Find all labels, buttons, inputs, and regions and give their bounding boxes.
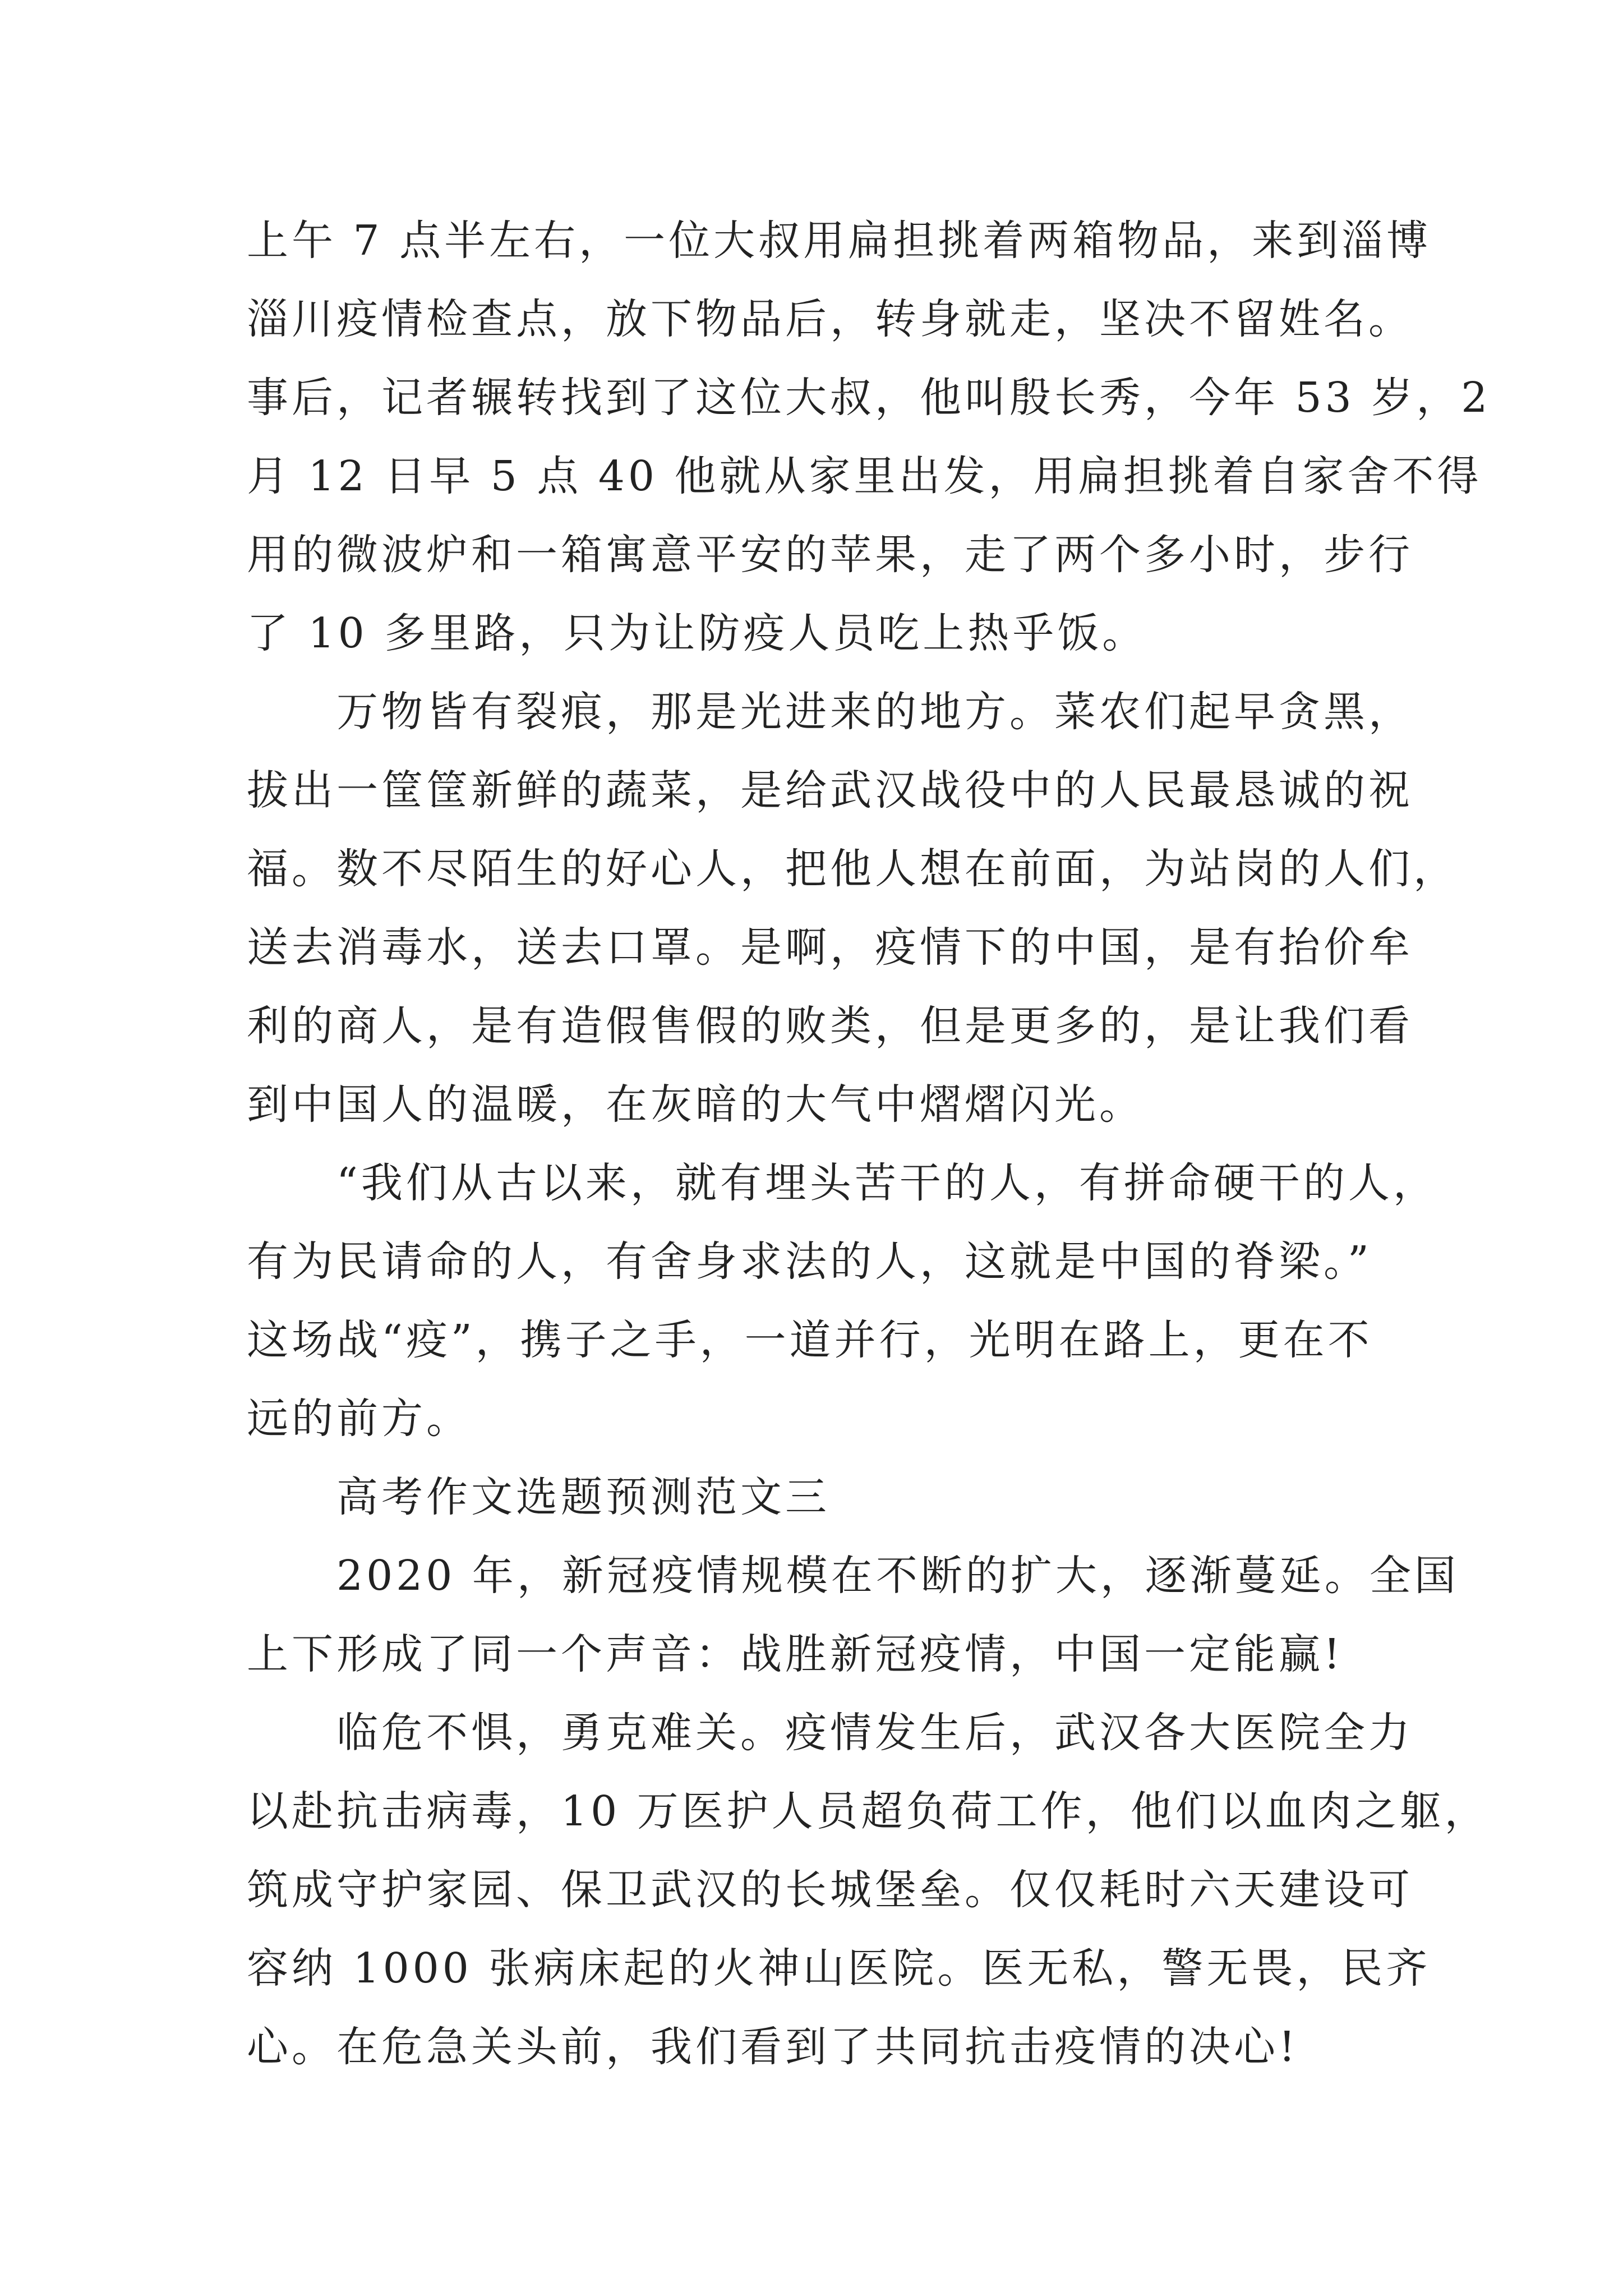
text-line: 月 12 日早 5 点 40 他就从家里出发，用扁担挑着自家舍不得 bbox=[247, 452, 1482, 500]
text-line: 到中国人的温暖，在灰暗的大气中熠熠闪光。 bbox=[247, 1080, 1144, 1129]
text-line: 远的前方。 bbox=[247, 1395, 471, 1443]
text-line: 淄川疫情检查点，放下物品后，转身就走，坚决不留姓名。 bbox=[247, 295, 1413, 343]
text-line: 这场战“疫”，携子之手，一道并行，光明在路上，更在不 bbox=[247, 1316, 1373, 1364]
text-line: 心。在危急关头前，我们看到了共同抗击疫情的决心! bbox=[247, 2023, 1299, 2071]
text-line: “我们从古以来，就有埋头苦干的人，有拼命硬干的人， bbox=[336, 1159, 1438, 1207]
text-line: 拔出一筐筐新鲜的蔬菜，是给武汉战役中的人民最恳诚的祝 bbox=[247, 766, 1413, 815]
text-line: 上午 7 点半左右，一位大叔用扁担挑着两箱物品，来到淄博 bbox=[247, 217, 1432, 265]
text-line: 有为民请命的人，有舍身求法的人，这就是中国的脊梁。” bbox=[247, 1237, 1372, 1286]
text-line: 上下形成了同一个声音：战胜新冠疫情，中国一定能赢! bbox=[247, 1630, 1344, 1678]
text-line: 2020 年，新冠疫情规模在不断的扩大，逐渐蔓延。全国 bbox=[336, 1552, 1459, 1600]
text-line: 事后，记者辗转找到了这位大叔，他叫殷长秀，今年 53 岁，2 bbox=[247, 374, 1491, 422]
text-line: 万物皆有裂痕，那是光进来的地方。菜农们起早贪黑， bbox=[336, 688, 1413, 736]
text-line: 以赴抗击病毒，10 万医护人员超负荷工作，他们以血肉之躯， bbox=[247, 1787, 1490, 1835]
text-line: 送去消毒水，送去口罩。是啊，疫情下的中国，是有抬价牟 bbox=[247, 923, 1413, 972]
text-line: 了 10 多里路，只为让防疫人员吃上热乎饭。 bbox=[247, 609, 1147, 657]
text-line: 临危不惧，勇克难关。疫情发生后，武汉各大医院全力 bbox=[336, 1709, 1413, 1757]
text-line: 筑成守护家园、保卫武汉的长城堡垒。仅仅耗时六天建设可 bbox=[247, 1866, 1413, 1914]
text-line: 用的微波炉和一箱寓意平安的苹果，走了两个多小时，步行 bbox=[247, 531, 1413, 579]
text-line: 容纳 1000 张病床起的火神山医院。医无私，警无畏，民齐 bbox=[247, 1944, 1431, 1993]
text-line: 福。数不尽陌生的好心人，把他人想在前面，为站岗的人们， bbox=[247, 845, 1458, 893]
section-heading: 高考作文选题预测范文三 bbox=[336, 1473, 830, 1521]
text-line: 利的商人，是有造假售假的败类，但是更多的，是让我们看 bbox=[247, 1002, 1413, 1050]
